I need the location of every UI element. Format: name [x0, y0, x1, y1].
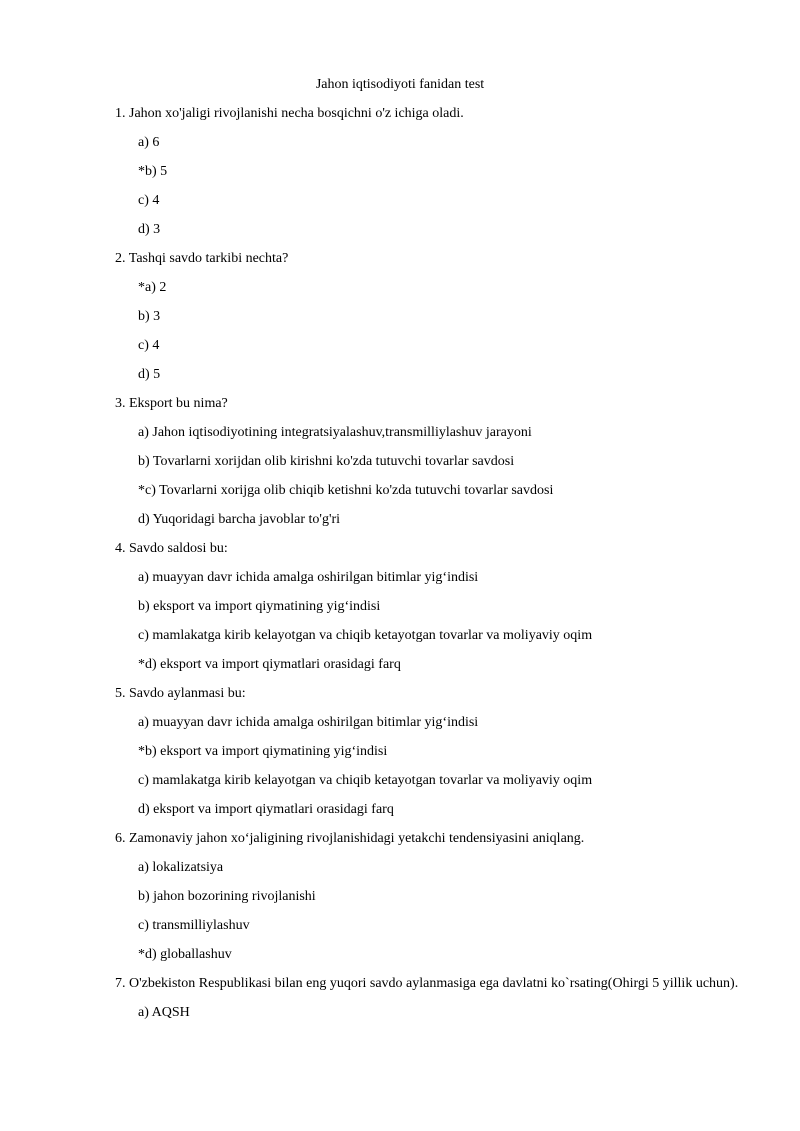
question-text: 2. Tashqi savdo tarkibi nechta? [115, 251, 289, 266]
question-5 [115, 685, 742, 819]
answer-options [115, 859, 742, 964]
answer-options [115, 279, 742, 384]
answer-option: a) Jahon iqtisodiyotining integratsiyalashuv,transmilliylashuv jarayoni [138, 425, 532, 440]
question-text: 5. Savdo aylanmasi bu: [115, 686, 246, 701]
question-text: 3. Eksport bu nima? [115, 396, 228, 411]
question-7 [115, 975, 742, 1022]
answer-option: a) muayyan davr ichida amalga oshirilgan bitimlar yig‘indisi [138, 570, 479, 585]
question-1 [115, 105, 742, 239]
question-text: 6. Zamonaviy jahon xo‘jaligining rivojlanishidagi yetakchi tendensiyasini aniqlang. [115, 831, 585, 846]
question-6 [115, 830, 742, 964]
question-4 [115, 540, 742, 674]
answer-option: *b) eksport va import qiymatining yig‘indisi [138, 744, 388, 759]
answer-option: c) transmilliylashuv [138, 918, 250, 933]
answer-option: d) 5 [138, 367, 161, 382]
answer-option: c) 4 [138, 193, 160, 208]
answer-option: *d) globallashuv [138, 947, 232, 962]
answer-option: b) Tovarlarni xorijdan olib kirishni ko'zda tutuvchi tovarlar savdosi [138, 454, 515, 469]
answer-option: d) 3 [138, 222, 161, 237]
answer-option: a) AQSH [138, 1005, 190, 1020]
answer-options [115, 1004, 742, 1022]
answer-options [115, 714, 742, 819]
answer-options [115, 424, 742, 529]
answer-option: d) eksport va import qiymatlari orasidagi farq [138, 802, 394, 817]
question-2 [115, 250, 742, 384]
question-text: 1. Jahon xo'jaligi rivojlanishi necha bosqichni o'z ichiga oladi. [115, 106, 464, 121]
answer-option: a) 6 [138, 135, 160, 150]
answer-option: *d) eksport va import qiymatlari orasidagi farq [138, 657, 401, 672]
answer-option: a) muayyan davr ichida amalga oshirilgan bitimlar yig‘indisi [138, 715, 479, 730]
answer-option: *a) 2 [138, 280, 167, 295]
question-list [115, 105, 742, 1033]
answer-option: *b) 5 [138, 164, 168, 179]
answer-option: c) mamlakatga kirib kelayotgan va chiqib ketayotgan tovarlar va moliyaviy oqim [138, 773, 593, 788]
answer-option: *c) Tovarlarni xorijga olib chiqib ketishni ko'zda tutuvchi tovarlar savdosi [138, 483, 554, 498]
answer-option: b) jahon bozorining rivojlanishi [138, 889, 316, 904]
answer-option: c) 4 [138, 338, 160, 353]
question-text: 4. Savdo saldosi bu: [115, 541, 228, 556]
answer-options [115, 569, 742, 674]
answer-option: b) 3 [138, 309, 161, 324]
answer-option: c) mamlakatga kirib kelayotgan va chiqib ketayotgan tovarlar va moliyaviy oqim [138, 628, 593, 643]
answer-options [115, 134, 742, 239]
answer-option: d) Yuqoridagi barcha javoblar to'g'ri [138, 512, 341, 527]
question-text: 7. O'zbekiston Respublikasi bilan eng yuqori savdo aylanmasiga ega davlatni ko`rsating(Ohirgi 5 yillik uchun). [115, 976, 739, 991]
question-3 [115, 395, 742, 529]
answer-option: b) eksport va import qiymatining yig‘indisi [138, 599, 381, 614]
document-title: Jahon iqtisodiyoti fanidan test [315, 77, 485, 92]
answer-option: a) lokalizatsiya [138, 860, 224, 875]
